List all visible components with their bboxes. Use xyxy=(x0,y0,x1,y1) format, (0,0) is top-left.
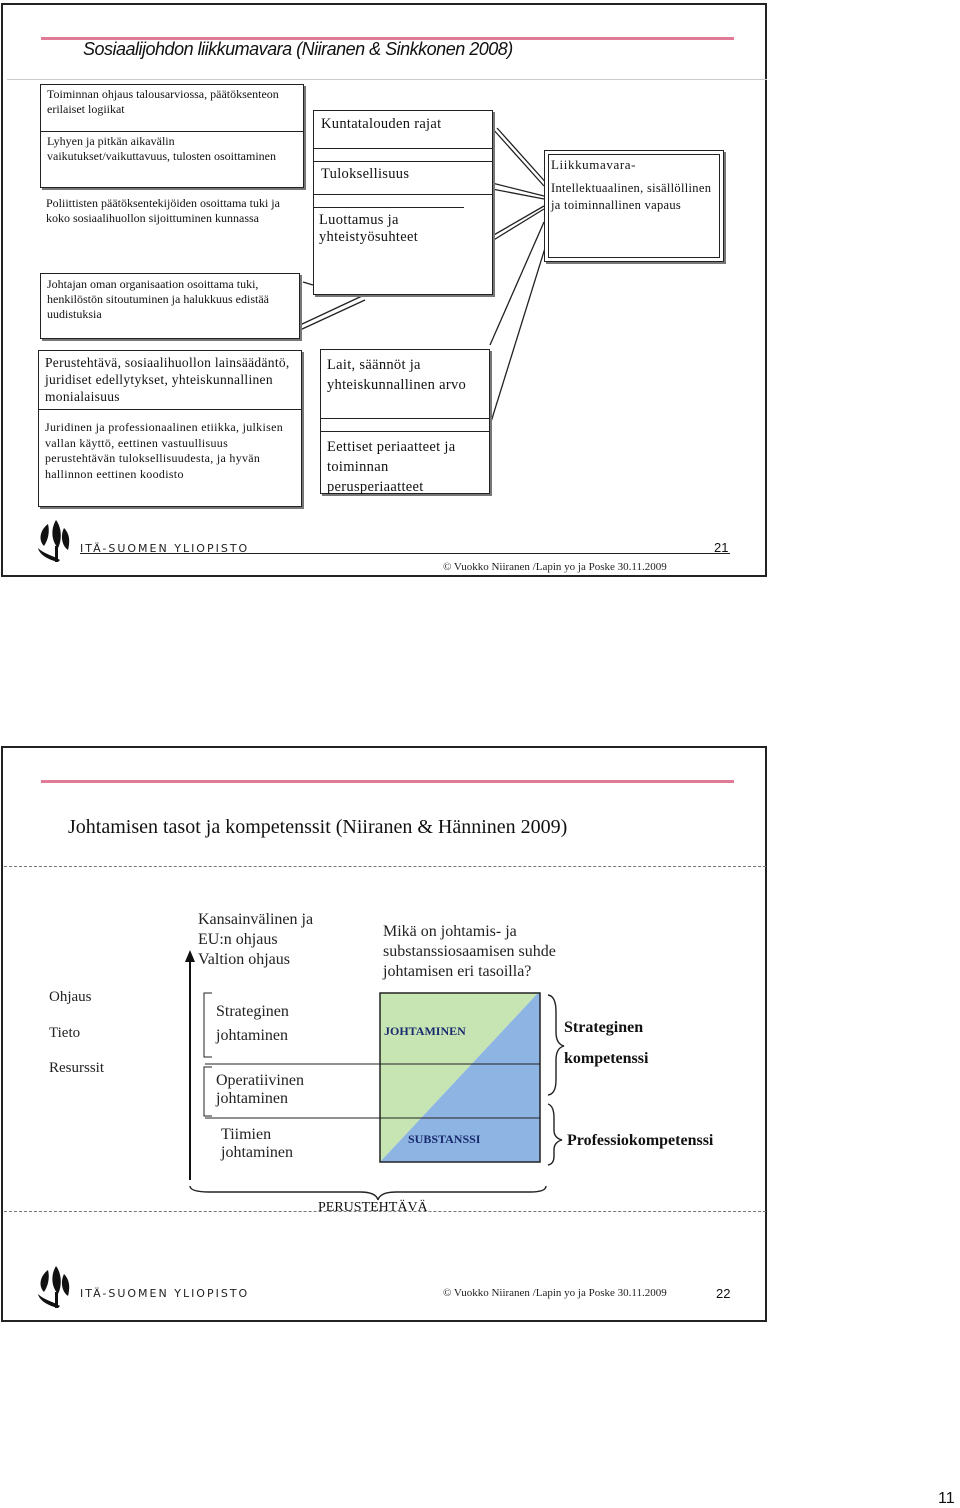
bottom-left-item-1: Perustehtävä, sosiaalihuollon lainsäädäntö, juridiset edellytykset, yhteiskunnallinen monialaisuus xyxy=(39,351,301,410)
axis-top-label: Kansainvälinen ja EU:n ohjaus Valtion ohjaus xyxy=(198,911,314,968)
left-mid-box: Johtajan oman organisaation osoittama tuki, henkilöstön sitoutuminen ja halukkuus edistää uudistuksia xyxy=(40,273,300,339)
perustehtava-label: PERUSTEHTÄVÄ xyxy=(318,1200,428,1215)
strategic-competence-b: kompetenssi xyxy=(564,1050,649,1067)
resurssit-label: Resurssit xyxy=(49,1060,105,1076)
profession-competence: Professiokompetenssi xyxy=(567,1132,714,1149)
left-top-item-3: Poliittisten päätöksentekijöiden osoittama tuki ja koko sosiaalihuollon sijoittuminen kunnassa xyxy=(46,196,280,225)
left-top-item-1: Toiminnan ohjaus talousarviossa, päätöksenteon erilaiset logiikat xyxy=(47,87,279,116)
team-level-label: Tiimien johtaminen xyxy=(221,1126,293,1161)
university-name: ITÄ-SUOMEN YLIOPISTO xyxy=(80,542,250,555)
slide-22-footer: © Vuokko Niiranen /Lapin yo ja Poske 30.11.2009 xyxy=(443,1287,667,1299)
center-item-1: Kuntatalouden rajat xyxy=(314,111,492,149)
center-item-3: Luottamus ja yhteistyösuhteet xyxy=(314,207,464,250)
tieto-label: Tieto xyxy=(49,1025,81,1041)
ohjaus-label: Ohjaus xyxy=(49,989,92,1005)
slide-21-page-number: 21 xyxy=(714,540,729,555)
bottom-left-item-2: Juridinen ja professionaalinen etiikka, julkisen vallan käyttö, eettinen vastuullisuus perustehtävän tuloksellisuudesta, ja hyvän hallinnon eettinen koodisto xyxy=(45,420,284,481)
bottom-center-item-2: Eettiset periaatteet ja toiminnan perusperiaatteet xyxy=(321,431,489,502)
slide-21-footer: © Vuokko Niiranen /Lapin yo ja Poske 30.11.2009 xyxy=(443,561,667,573)
university-name: ITÄ-SUOMEN YLIOPISTO xyxy=(80,1287,250,1300)
slide-21-title: Sosiaalijohdon liikkumavara (Niiranen & Sinkkonen 2008) xyxy=(83,39,513,59)
liikkumavara-heading: Liikkumavara- xyxy=(551,157,637,172)
slide-22-page-number: 22 xyxy=(716,1286,731,1301)
center-item-2: Tuloksellisuus xyxy=(314,161,492,195)
slide-22-title: Johtamisen tasot ja kompetenssit (Niiranen & Hänninen 2009) xyxy=(68,816,568,838)
bottom-center-item-1: Lait, säännöt ja yhteiskunnallinen arvo xyxy=(321,350,489,419)
question-text: Mikä on johtamis- ja substanssiosaamisen suhde johtamisen eri tasoilla? xyxy=(383,923,556,980)
substanssi-label: SUBSTANSSI xyxy=(408,1132,481,1146)
liikkumavara-text: Intellektuaalinen, sisällöllinen ja toiminnallinen vapaus xyxy=(551,181,712,212)
strategic-level-label: Strateginen johtaminen xyxy=(216,1003,289,1044)
document-page-number: 11 xyxy=(938,1490,955,1507)
johtaminen-label: JOHTAMINEN xyxy=(384,1024,466,1038)
strategic-competence-a: Strateginen xyxy=(564,1019,644,1036)
operative-level-label: Operatiivinen johtaminen xyxy=(216,1072,304,1107)
left-top-item-2: Lyhyen ja pitkän aikavälin vaikutukset/vaikuttavuus, tulosten osoittaminen xyxy=(47,134,276,163)
